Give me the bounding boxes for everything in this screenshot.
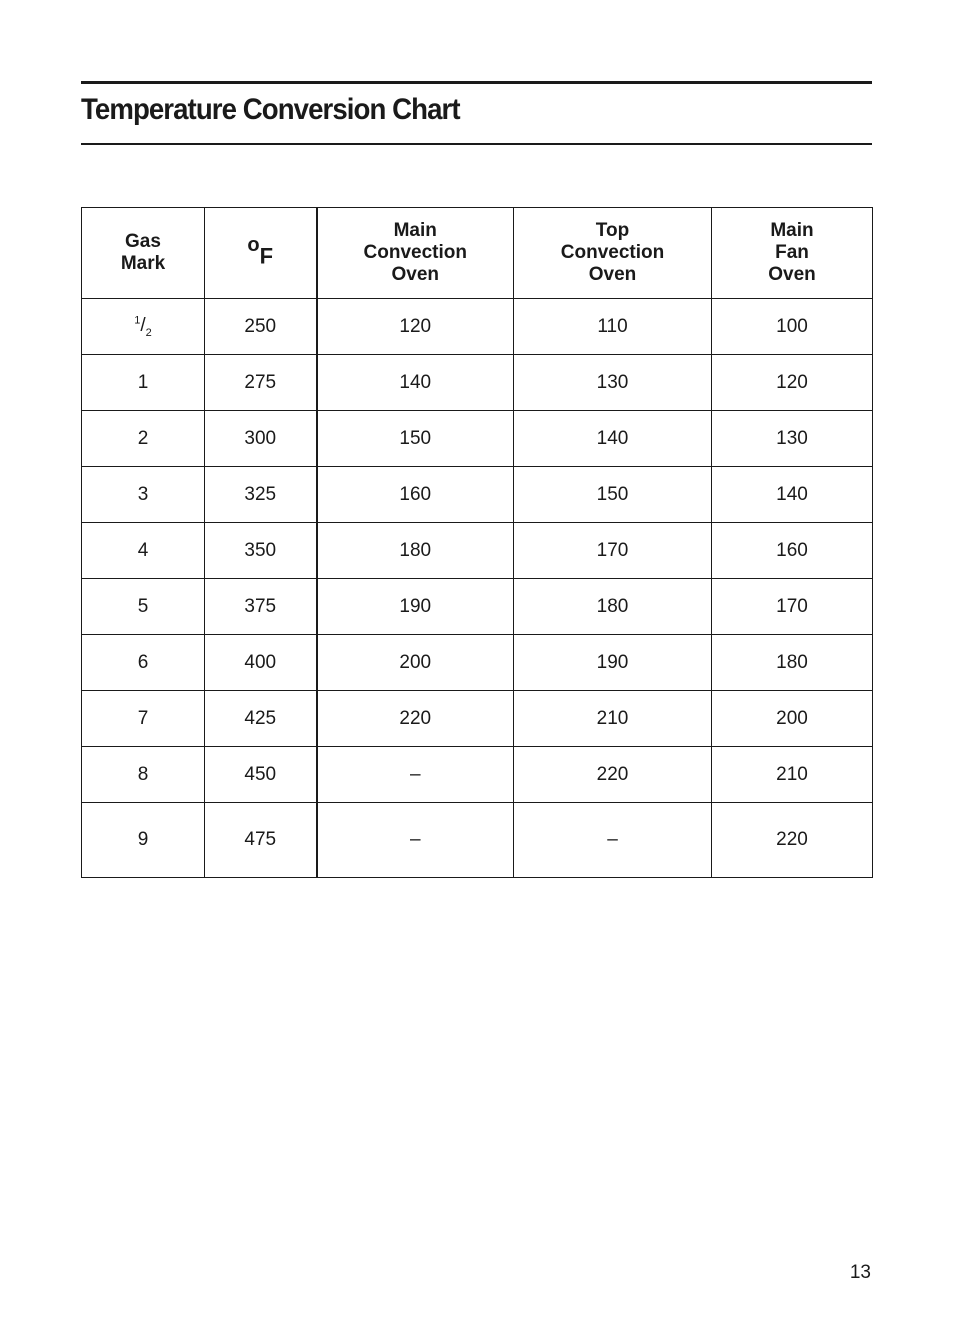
cell-main-fan: 210 xyxy=(712,747,873,803)
header-text: Mark xyxy=(120,253,166,274)
cell-main-convection: 160 xyxy=(317,467,514,523)
header-text: Convection xyxy=(560,242,665,263)
cell-top-convection: 150 xyxy=(514,467,712,523)
header-gas-mark xyxy=(82,208,205,299)
cell-fahrenheit: 250 xyxy=(205,299,317,355)
cell-main-fan: 220 xyxy=(712,803,873,878)
cell-gas-mark: 6 xyxy=(82,635,205,691)
table-row xyxy=(82,579,873,635)
cell-gas-mark: 8 xyxy=(82,747,205,803)
cell-top-convection: 220 xyxy=(514,747,712,803)
header-text: Main xyxy=(393,220,437,241)
table-row xyxy=(82,467,873,523)
cell-fahrenheit: 425 xyxy=(205,691,317,747)
header-text: Fan xyxy=(775,242,809,263)
header-text: Convection xyxy=(363,242,467,263)
cell-gas-mark: 3 xyxy=(82,467,205,523)
table-row xyxy=(82,523,873,579)
cell-gas-mark xyxy=(82,299,205,355)
title-bottom-rule xyxy=(81,143,872,145)
table-row xyxy=(82,747,873,803)
cell-top-convection: 180 xyxy=(514,579,712,635)
cell-gas-mark: 7 xyxy=(82,691,205,747)
degree-symbol: o xyxy=(247,234,260,257)
header-main-convection-oven xyxy=(317,208,514,299)
cell-gas-mark: 4 xyxy=(82,523,205,579)
header-fahrenheit xyxy=(205,208,317,299)
table-row xyxy=(82,299,873,355)
cell-main-convection: 220 xyxy=(317,691,514,747)
table-row xyxy=(82,355,873,411)
cell-main-fan: 120 xyxy=(712,355,873,411)
cell-fahrenheit: 275 xyxy=(205,355,317,411)
header-top-convection-oven xyxy=(514,208,712,299)
cell-fahrenheit: 375 xyxy=(205,579,317,635)
cell-main-fan: 180 xyxy=(712,635,873,691)
cell-top-convection: 140 xyxy=(514,411,712,467)
cell-main-convection: – xyxy=(317,747,514,803)
cell-top-convection: 190 xyxy=(514,635,712,691)
temperature-conversion-table xyxy=(81,207,873,878)
cell-gas-mark: 5 xyxy=(82,579,205,635)
cell-top-convection: 170 xyxy=(514,523,712,579)
cell-main-fan: 130 xyxy=(712,411,873,467)
cell-main-convection: 180 xyxy=(317,523,514,579)
header-text: Gas xyxy=(125,231,161,252)
cell-top-convection: 130 xyxy=(514,355,712,411)
header-text: Top xyxy=(595,220,630,241)
cell-main-fan: 140 xyxy=(712,467,873,523)
cell-main-fan: 100 xyxy=(712,299,873,355)
cell-gas-mark: 9 xyxy=(82,803,205,878)
page-number: 13 xyxy=(849,1262,871,1283)
cell-fahrenheit: 325 xyxy=(205,467,317,523)
table-header-row xyxy=(82,208,873,299)
cell-fahrenheit: 450 xyxy=(205,747,317,803)
table-row xyxy=(82,691,873,747)
header-text: Oven xyxy=(768,264,816,285)
table-row xyxy=(82,635,873,691)
page-title: Temperature Conversion Chart xyxy=(81,93,460,126)
cell-main-convection: 120 xyxy=(317,299,514,355)
header-text: Oven xyxy=(588,264,637,285)
cell-fahrenheit: 350 xyxy=(205,523,317,579)
cell-main-fan: 160 xyxy=(712,523,873,579)
cell-fahrenheit: 300 xyxy=(205,411,317,467)
cell-gas-mark: 2 xyxy=(82,411,205,467)
cell-top-convection: 210 xyxy=(514,691,712,747)
header-text: Main xyxy=(770,220,814,241)
header-main-fan-oven xyxy=(712,208,873,299)
cell-fahrenheit: 475 xyxy=(205,803,317,878)
cell-top-convection: 110 xyxy=(514,299,712,355)
cell-main-convection: 200 xyxy=(317,635,514,691)
fraction-half: $^1/_2$ xyxy=(134,314,152,339)
header-text: F xyxy=(259,243,274,269)
cell-main-convection: 140 xyxy=(317,355,514,411)
cell-main-convection: – xyxy=(317,803,514,878)
cell-gas-mark: 1 xyxy=(82,355,205,411)
table-row xyxy=(82,411,873,467)
cell-fahrenheit: 400 xyxy=(205,635,317,691)
cell-main-convection: 150 xyxy=(317,411,514,467)
cell-top-convection: – xyxy=(514,803,712,878)
table-row xyxy=(82,803,873,878)
cell-main-convection: 190 xyxy=(317,579,514,635)
cell-main-fan: 170 xyxy=(712,579,873,635)
cell-main-fan: 200 xyxy=(712,691,873,747)
title-top-rule xyxy=(81,81,872,84)
header-text: Oven xyxy=(391,264,440,285)
